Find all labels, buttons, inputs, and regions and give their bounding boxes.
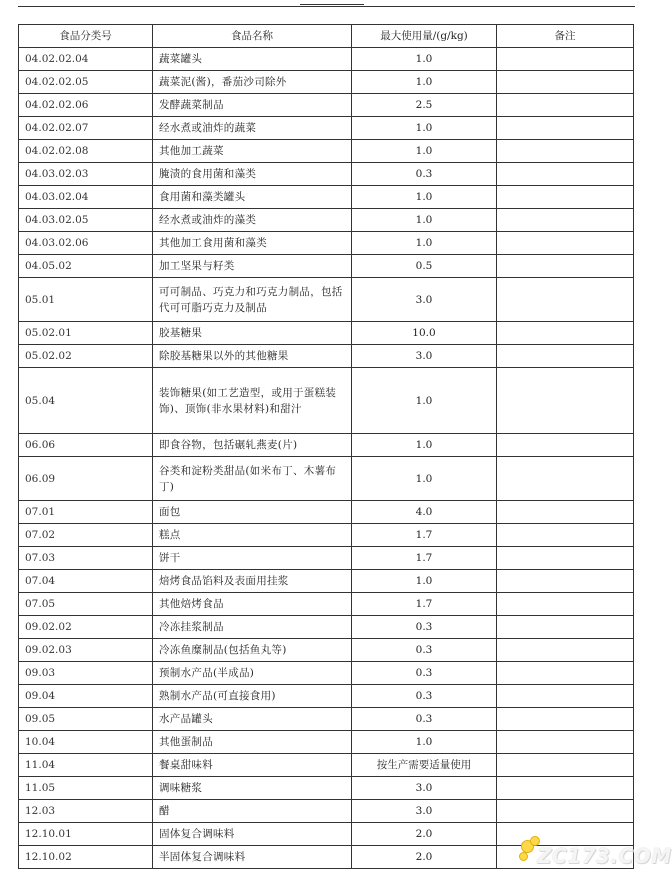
row-max-usage: 2.0: [352, 823, 497, 846]
row-remarks: [497, 800, 634, 823]
table-body: [19, 48, 634, 869]
row-category-code: 09.05: [19, 708, 153, 731]
row-category-code: 11.05: [19, 777, 153, 800]
row-max-usage: 10.0: [352, 322, 497, 345]
row-max-usage: 3.0: [352, 278, 497, 322]
row-food-name: 焙烤食品馅料及表面用挂浆: [153, 570, 352, 593]
row-category-code: 12.03: [19, 800, 153, 823]
row-food-name: 除胶基糖果以外的其他糖果: [153, 345, 352, 368]
row-food-name: 冷冻鱼糜制品(包括鱼丸等): [153, 639, 352, 662]
row-max-usage: 0.3: [352, 616, 497, 639]
row-category-code: 07.01: [19, 501, 153, 524]
row-category-code: 05.04: [19, 368, 153, 434]
row-category-code: 05.01: [19, 278, 153, 322]
row-max-usage: 1.0: [352, 731, 497, 754]
row-food-name: 面包: [153, 501, 352, 524]
row-remarks: [497, 616, 634, 639]
row-max-usage: 1.0: [352, 71, 497, 94]
site-watermark: [515, 836, 672, 870]
row-remarks: [497, 71, 634, 94]
row-food-name: 发酵蔬菜制品: [153, 94, 352, 117]
row-food-name: 食用菌和藻类罐头: [153, 186, 352, 209]
row-max-usage: 0.5: [352, 255, 497, 278]
row-max-usage: 1.0: [352, 48, 497, 71]
row-category-code: 09.04: [19, 685, 153, 708]
additive-usage-table: [18, 24, 634, 869]
table-row: [19, 547, 634, 570]
table-row: [19, 186, 634, 209]
row-remarks: [497, 524, 634, 547]
table-row: [19, 94, 634, 117]
row-remarks: [497, 708, 634, 731]
table-row: [19, 117, 634, 140]
row-max-usage: 1.0: [352, 368, 497, 434]
row-category-code: 04.03.02.05: [19, 209, 153, 232]
row-remarks: [497, 639, 634, 662]
row-max-usage: 1.0: [352, 209, 497, 232]
table-row: [19, 278, 634, 322]
row-max-usage: 1.7: [352, 524, 497, 547]
row-food-name: 经水煮或油炸的藻类: [153, 209, 352, 232]
row-category-code: 04.02.02.08: [19, 140, 153, 163]
row-food-name: 腌渍的食用菌和藻类: [153, 163, 352, 186]
row-max-usage: 1.0: [352, 457, 497, 501]
table-row: [19, 368, 634, 434]
table-row: [19, 501, 634, 524]
row-max-usage: 1.0: [352, 570, 497, 593]
row-category-code: 10.04: [19, 731, 153, 754]
row-remarks: [497, 434, 634, 457]
row-food-name: 预制水产品(半成品): [153, 662, 352, 685]
row-food-name: 糕点: [153, 524, 352, 547]
row-category-code: 04.02.02.07: [19, 117, 153, 140]
row-category-code: 07.03: [19, 547, 153, 570]
row-category-code: 04.03.02.06: [19, 232, 153, 255]
row-category-code: 12.10.02: [19, 846, 153, 869]
row-category-code: 09.02.02: [19, 616, 153, 639]
row-category-code: 05.02.01: [19, 322, 153, 345]
row-food-name: 半固体复合调味料: [153, 846, 352, 869]
row-category-code: 07.05: [19, 593, 153, 616]
row-remarks: [497, 501, 634, 524]
header-category-code: 食品分类号: [19, 25, 153, 48]
row-category-code: 09.03: [19, 662, 153, 685]
row-max-usage: 0.3: [352, 639, 497, 662]
row-max-usage: 1.0: [352, 186, 497, 209]
table-header-row: [19, 25, 634, 48]
row-food-name: 其他加工食用菌和藻类: [153, 232, 352, 255]
table-row: [19, 662, 634, 685]
row-remarks: [497, 140, 634, 163]
row-category-code: 12.10.01: [19, 823, 153, 846]
row-max-usage: 0.3: [352, 163, 497, 186]
watermark-text: ZC173.COM: [537, 844, 672, 868]
row-food-name: 餐桌甜味料: [153, 754, 352, 777]
row-remarks: [497, 754, 634, 777]
row-category-code: 04.03.02.04: [19, 186, 153, 209]
row-remarks: [497, 593, 634, 616]
table-row: [19, 616, 634, 639]
row-category-code: 05.02.02: [19, 345, 153, 368]
row-remarks: [497, 731, 634, 754]
row-food-name: 其他焙烤食品: [153, 593, 352, 616]
row-food-name: 加工坚果与籽类: [153, 255, 352, 278]
row-food-name: 经水煮或油炸的蔬菜: [153, 117, 352, 140]
row-remarks: [497, 368, 634, 434]
table-row: [19, 48, 634, 71]
row-max-usage: 4.0: [352, 501, 497, 524]
row-remarks: [497, 278, 634, 322]
row-category-code: 04.02.02.04: [19, 48, 153, 71]
row-max-usage: 1.7: [352, 547, 497, 570]
row-remarks: [497, 94, 634, 117]
row-food-name: 冷冻挂浆制品: [153, 616, 352, 639]
row-food-name: 熟制水产品(可直接食用): [153, 685, 352, 708]
table-row: [19, 140, 634, 163]
row-category-code: 06.09: [19, 457, 153, 501]
row-remarks: [497, 547, 634, 570]
table-row: [19, 457, 634, 501]
table-row: [19, 345, 634, 368]
table-row: [19, 232, 634, 255]
row-category-code: 04.03.02.03: [19, 163, 153, 186]
watermark-dot-icon: [519, 852, 528, 861]
table-row: [19, 71, 634, 94]
table-row: [19, 209, 634, 232]
table-row: [19, 570, 634, 593]
row-remarks: [497, 345, 634, 368]
row-remarks: [497, 117, 634, 140]
row-remarks: [497, 322, 634, 345]
header-max-usage: 最大使用量/(g/kg): [352, 25, 497, 48]
row-max-usage: 0.3: [352, 708, 497, 731]
row-max-usage: 1.0: [352, 434, 497, 457]
row-remarks: [497, 255, 634, 278]
header-remarks: 备注: [497, 25, 634, 48]
table-row: [19, 593, 634, 616]
row-remarks: [497, 777, 634, 800]
row-remarks: [497, 48, 634, 71]
table-row: [19, 434, 634, 457]
row-max-usage: 1.0: [352, 117, 497, 140]
table-row: [19, 255, 634, 278]
row-remarks: [497, 662, 634, 685]
row-food-name: 蔬菜罐头: [153, 48, 352, 71]
row-remarks: [497, 186, 634, 209]
row-category-code: 07.02: [19, 524, 153, 547]
clipped-title-fragment: [300, 0, 364, 5]
table-row: [19, 708, 634, 731]
row-max-usage: 2.0: [352, 846, 497, 869]
table-row: [19, 777, 634, 800]
row-category-code: 06.06: [19, 434, 153, 457]
row-food-name: 水产品罐头: [153, 708, 352, 731]
row-remarks: [497, 232, 634, 255]
row-category-code: 07.04: [19, 570, 153, 593]
row-food-name: 可可制品、巧克力和巧克力制品，包括代可可脂巧克力及制品: [153, 278, 352, 322]
row-food-name: 其他加工蔬菜: [153, 140, 352, 163]
row-food-name: 蔬菜泥(酱)，番茄沙司除外: [153, 71, 352, 94]
table-row: [19, 639, 634, 662]
row-category-code: 04.05.02: [19, 255, 153, 278]
row-category-code: 09.02.03: [19, 639, 153, 662]
row-food-name: 即食谷物，包括碾轧燕麦(片): [153, 434, 352, 457]
row-remarks: [497, 457, 634, 501]
table-row: [19, 731, 634, 754]
row-max-usage: 3.0: [352, 777, 497, 800]
row-food-name: 固体复合调味料: [153, 823, 352, 846]
table-row: [19, 800, 634, 823]
row-remarks: [497, 685, 634, 708]
row-max-usage: 1.0: [352, 232, 497, 255]
row-remarks: [497, 163, 634, 186]
row-category-code: 04.02.02.05: [19, 71, 153, 94]
row-max-usage: 0.3: [352, 662, 497, 685]
row-food-name: 饼干: [153, 547, 352, 570]
row-food-name: 调味糖浆: [153, 777, 352, 800]
table-row: [19, 754, 634, 777]
row-food-name: 谷类和淀粉类甜品(如米布丁、木薯布丁): [153, 457, 352, 501]
header-food-name: 食品名称: [153, 25, 352, 48]
row-max-usage: 2.5: [352, 94, 497, 117]
row-remarks: [497, 209, 634, 232]
table-row: [19, 322, 634, 345]
row-food-name: 胶基糖果: [153, 322, 352, 345]
table-row: [19, 163, 634, 186]
row-food-name: 装饰糖果(如工艺造型，或用于蛋糕装饰)、顶饰(非水果材料)和甜汁: [153, 368, 352, 434]
row-max-usage: 1.0: [352, 140, 497, 163]
row-category-code: 04.02.02.06: [19, 94, 153, 117]
row-max-usage: 1.7: [352, 593, 497, 616]
row-remarks: [497, 570, 634, 593]
row-max-usage: 3.0: [352, 800, 497, 823]
row-food-name: 其他蛋制品: [153, 731, 352, 754]
row-max-usage: 0.3: [352, 685, 497, 708]
row-category-code: 11.04: [19, 754, 153, 777]
table-row: [19, 685, 634, 708]
row-max-usage: 3.0: [352, 345, 497, 368]
row-max-usage: 按生产需要适量使用: [352, 754, 497, 777]
table-row: [19, 524, 634, 547]
row-food-name: 醋: [153, 800, 352, 823]
